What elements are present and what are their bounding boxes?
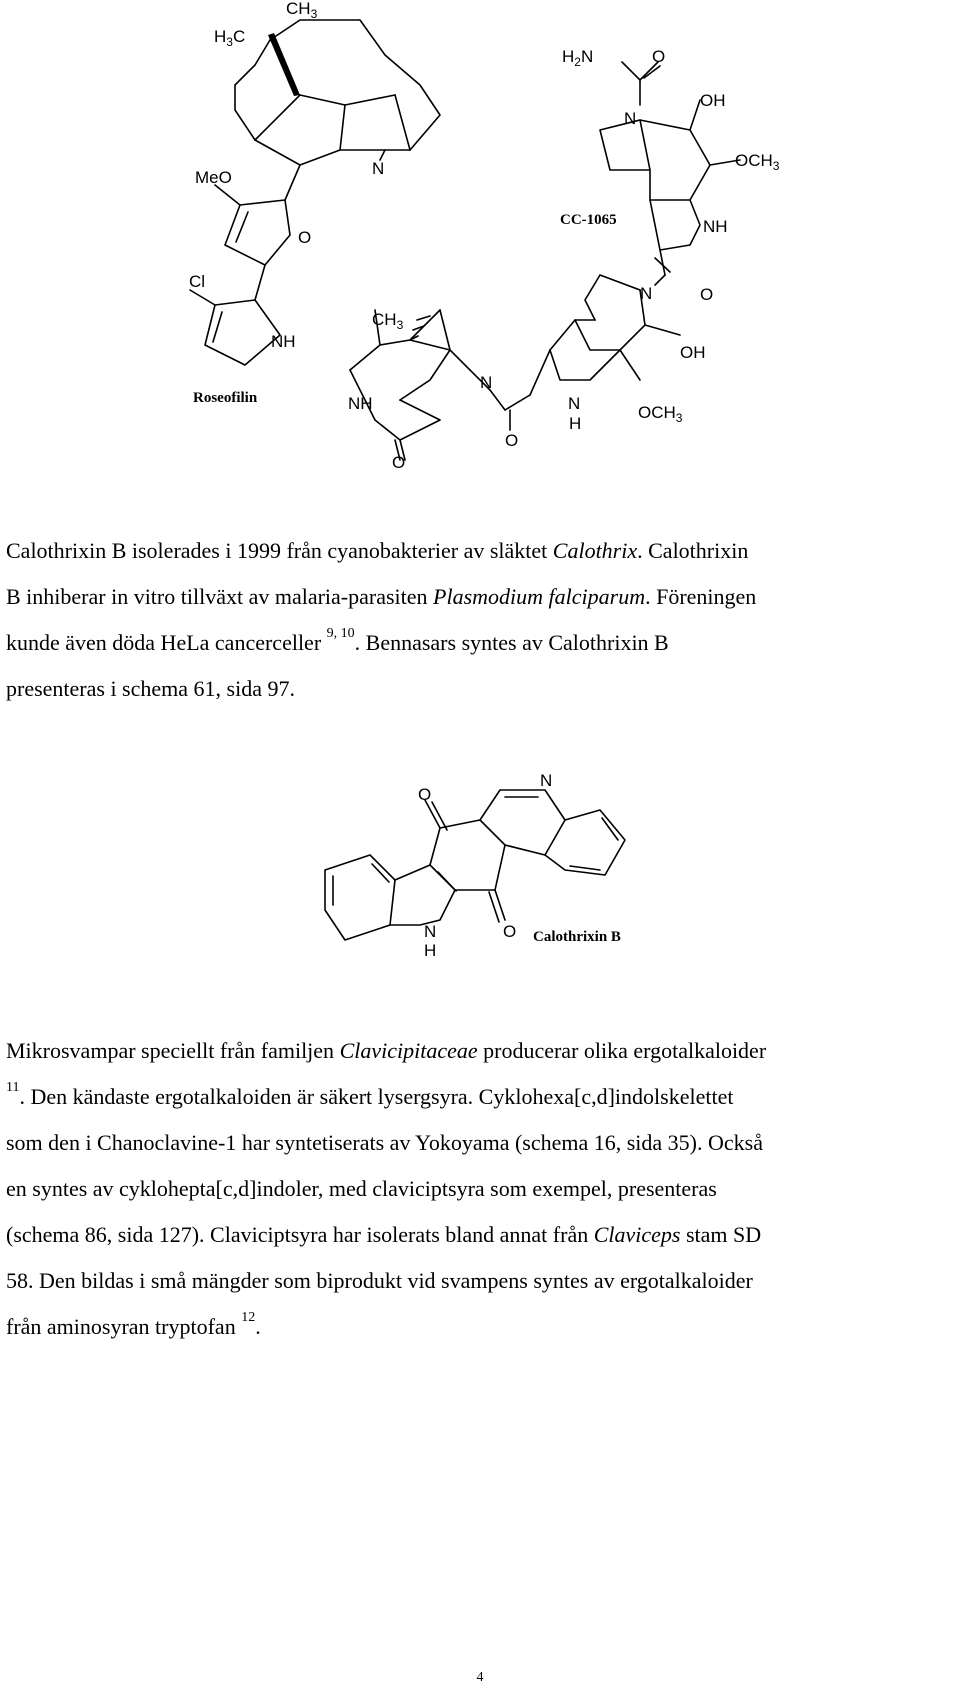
cc1065-ch3: CH	[372, 310, 397, 329]
p2-line-6: 58. Den bildas i små mängder som biprodukt vid svampens syntes av ergotalkaloider	[6, 1268, 753, 1293]
p2-l7-b: .	[255, 1314, 261, 1339]
roseofilin-caption: Roseofilin	[193, 390, 258, 406]
cc1065-oh-top: OH	[700, 91, 726, 110]
p1-l3-sup: 9, 10	[326, 626, 355, 641]
p1-l2-b: . Föreningen	[645, 584, 757, 609]
p1-l1-b: . Calothrixin	[637, 538, 749, 563]
cc1065-o-bottom: O	[392, 453, 406, 472]
roseofilin-wedge	[268, 33, 300, 96]
cc1065-n-low: N	[568, 394, 581, 413]
calothrixin-o-top: O	[418, 785, 432, 804]
p2-l1-a: Mikrosvampar speciellt från familjen	[6, 1038, 340, 1063]
p2-l1-b: producerar olika ergotalkaloider	[477, 1038, 767, 1063]
p1-line-3	[6, 626, 669, 656]
roseofilin-h3c-sub: 3	[226, 35, 233, 49]
cc1065-h2n-h: H	[562, 47, 575, 66]
svg-text:OCH3	[735, 151, 780, 173]
calothrixin-o-bottom: O	[503, 922, 517, 941]
p1-l3-a: kunde även döda HeLa cancerceller	[6, 630, 327, 655]
p2-line-7	[6, 1310, 261, 1340]
cc1065-nh-top: NH	[703, 217, 728, 236]
roseofilin-meo-label: MeO	[195, 168, 232, 187]
cc1065-h2n-n: N	[580, 47, 594, 66]
p2-l2-text: . Den kändaste ergotalkaloiden är säkert lysergsyra. Cyklohexa[c,d]indolskelettet	[19, 1084, 734, 1109]
roseofilin-h3c-c: C	[232, 27, 246, 46]
cc1065-oh-mid: OH	[680, 343, 706, 362]
svg-text:CH3	[372, 310, 404, 332]
calothrixin-b-structure	[325, 790, 625, 940]
p1-line-4: presenteras i schema 61, sida 97.	[6, 676, 295, 701]
p2-l5-a: (schema 86, sida 127). Claviciptsyra har isolerats bland annat från	[6, 1222, 594, 1247]
p1-l3-b: . Bennasars syntes av Calothrixin B	[354, 630, 669, 655]
cc1065-och3-low-sub: 3	[675, 411, 683, 425]
cc1065-nh-left: NH	[348, 394, 373, 413]
svg-text:CH3	[286, 0, 318, 21]
p2-l7-a: från aminosyran tryptofan	[6, 1314, 242, 1339]
svg-text:H3C	[214, 27, 245, 49]
cc1065-ch3-sub: 3	[396, 318, 404, 332]
cc1065-caption: CC-1065	[560, 212, 617, 228]
svg-text:OCH3	[638, 403, 683, 425]
roseofilin-h3c-h: H	[214, 27, 227, 46]
p1-line-2	[6, 584, 756, 610]
cc1065-n-left: N	[480, 373, 493, 392]
cc1065-o-carbonyl: O	[505, 431, 519, 450]
cc1065-o-top: O	[652, 47, 666, 66]
svg-text:H2N	[562, 47, 593, 69]
calothrixin-caption: Calothrixin B	[533, 929, 621, 945]
page-number: 4	[476, 1670, 484, 1685]
roseofilin-structure	[190, 20, 440, 365]
cc1065-structure	[350, 62, 740, 460]
p2-l1-italic: Clavicipitaceae	[339, 1038, 478, 1063]
roseofilin-o-label: O	[298, 228, 312, 247]
cc1065-n-mid: N	[640, 284, 653, 303]
p1-l1-italic: Calothrix	[552, 538, 638, 563]
p2-line-4: en syntes av cyklohepta[c,d]indoler, med claviciptsyra som exempel, presenteras	[6, 1176, 717, 1201]
p2-l5-b: stam SD	[680, 1222, 762, 1247]
cc1065-h2n-sub: 2	[574, 55, 581, 69]
p1-line-1	[6, 538, 748, 564]
roseofilin-ch3-label: CH	[286, 0, 311, 18]
p1-l2-a: B inhiberar in vitro tillväxt av malaria-parasiten	[6, 584, 434, 609]
p2-l2-sup: 11	[6, 1080, 20, 1095]
p2-line-5	[6, 1222, 761, 1248]
calothrixin-nh-h: H	[424, 941, 437, 960]
roseofilin-cl-label: Cl	[189, 272, 206, 291]
p1-l1-a: Calothrixin B isolerades i 1999 från cyanobakterier av släktet	[6, 538, 553, 563]
cc1065-n-top: N	[624, 109, 637, 128]
cc1065-o-mid: O	[700, 285, 714, 304]
calothrixin-n-top: N	[540, 771, 553, 790]
p2-line-3: som den i Chanoclavine-1 har syntetiserats av Yokoyama (schema 16, sida 35). Också	[6, 1130, 763, 1155]
p1-l2-italic: Plasmodium falciparum	[433, 584, 646, 609]
p2-l5-italic: Claviceps	[593, 1222, 681, 1247]
cc1065-och3-top: OCH	[735, 151, 773, 170]
p2-line-2	[6, 1080, 734, 1110]
cc1065-och3-top-sub: 3	[772, 159, 780, 173]
cc1065-och3-low: OCH	[638, 403, 676, 422]
cc1065-h-low: H	[569, 414, 582, 433]
roseofilin-ch3-sub: 3	[310, 7, 318, 21]
roseofilin-n-label: N	[372, 159, 385, 178]
roseofilin-nh-label: NH	[271, 332, 296, 351]
p2-line-1	[6, 1038, 766, 1064]
calothrixin-nh-n: N	[424, 922, 437, 941]
p2-l7-sup: 12	[241, 1310, 256, 1325]
